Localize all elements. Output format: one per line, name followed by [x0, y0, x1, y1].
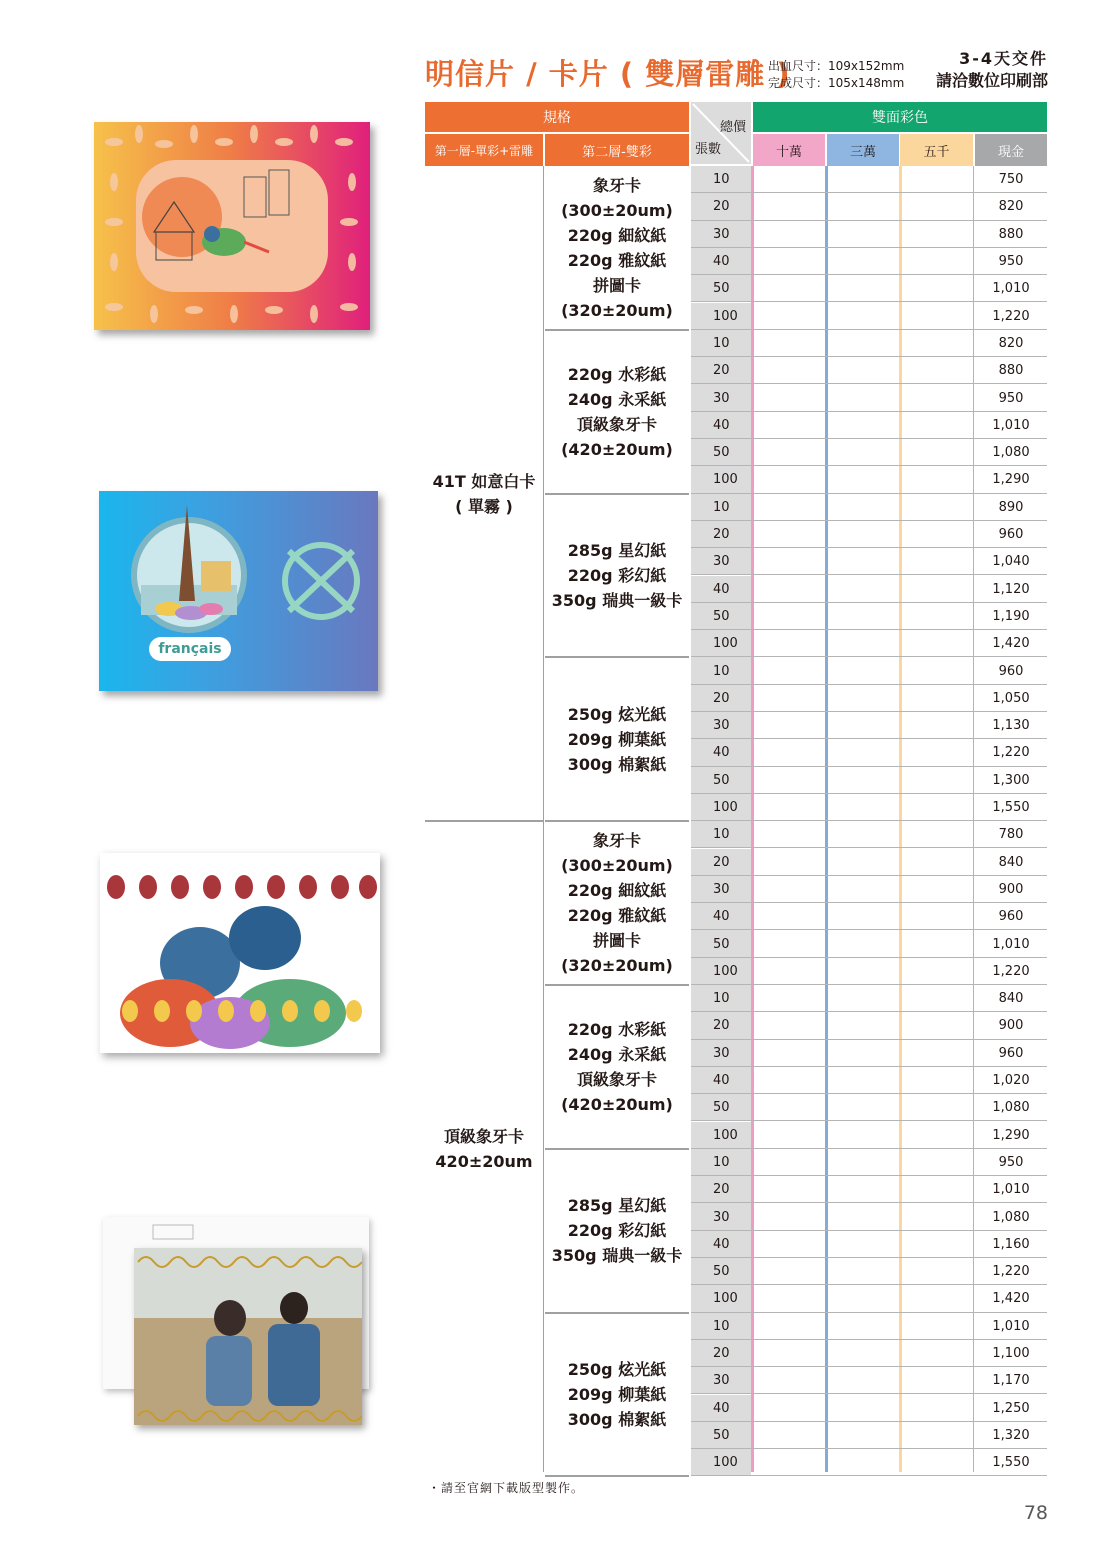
- table-row: [691, 303, 1047, 330]
- cash-price-cell: 780: [998, 827, 1024, 843]
- qty-cell: 30: [691, 221, 751, 248]
- cash-price-cell: 1,300: [992, 772, 1030, 788]
- qty-cell: 40: [691, 739, 751, 766]
- subgroup-divider: [545, 1475, 689, 1477]
- paper-type-cell: 象牙卡 (300±20um) 220g 細紋紙 220g 雅紋紙 拼圖卡 (320±20um): [561, 831, 673, 976]
- table-row: [691, 794, 1047, 821]
- cash-price-cell: 880: [998, 363, 1024, 379]
- table-row: [691, 958, 1047, 985]
- table-row: [691, 166, 1047, 193]
- price-qty-header: [691, 102, 751, 164]
- layer1-material-cell: 41T 如意白卡 ( 單霧 ): [432, 471, 536, 516]
- cash-price-cell: 840: [998, 854, 1024, 870]
- cash-price-cell: 1,080: [992, 445, 1030, 461]
- cash-price-cell: 960: [998, 909, 1024, 925]
- table-row: [691, 1176, 1047, 1203]
- floral-laser-pattern: [94, 122, 370, 330]
- row-divider: [691, 1475, 1047, 1476]
- cash-price-cell: 1,100: [992, 1346, 1030, 1362]
- cash-price-cell: 1,290: [992, 1127, 1030, 1143]
- qty-cell: 10: [691, 985, 751, 1012]
- table-row: [691, 876, 1047, 903]
- layer-divider: [543, 166, 544, 1472]
- cash-price-cell: 1,120: [992, 581, 1030, 597]
- cash-price-cell: 960: [998, 1045, 1024, 1061]
- french-label: français: [149, 637, 231, 661]
- table-row: [691, 985, 1047, 1012]
- cash-price-cell: 1,010: [992, 417, 1030, 433]
- cash-price-cell: 1,040: [992, 554, 1030, 570]
- cash-price-cell: 1,420: [992, 1291, 1030, 1307]
- cash-price-cell: 880: [998, 226, 1024, 242]
- table-row: [691, 1395, 1047, 1422]
- qty-cell: 100: [691, 794, 751, 821]
- cash-price-cell: 750: [998, 172, 1024, 188]
- cash-price-cell: 1,010: [992, 281, 1030, 297]
- paper-type-cell: 285g 星幻紙 220g 彩幻紙 350g 瑞典一級卡: [551, 540, 683, 610]
- qty-cell: 50: [691, 1258, 751, 1285]
- qty-cell: 30: [691, 712, 751, 739]
- col-100k-header: 十萬: [753, 134, 825, 166]
- qty-cell: 100: [691, 303, 751, 330]
- qty-cell: 20: [691, 1176, 751, 1203]
- qty-cell: 40: [691, 576, 751, 603]
- table-row: [691, 1067, 1047, 1094]
- cash-price-cell: 1,220: [992, 308, 1030, 324]
- table-row: [691, 821, 1047, 848]
- qty-cell: 40: [691, 903, 751, 930]
- cash-price-cell: 890: [998, 499, 1024, 515]
- price-table: [425, 102, 1047, 1472]
- table-row: [691, 657, 1047, 684]
- paper-type-cell: 250g 炫光紙 209g 柳葉紙 300g 棉絮紙: [567, 704, 667, 774]
- sample-card-french: [99, 491, 378, 691]
- table-row: [691, 193, 1047, 220]
- table-row: [691, 685, 1047, 712]
- delivery-info: [936, 48, 1048, 92]
- table-row: [691, 576, 1047, 603]
- qty-cell: 30: [691, 1367, 751, 1394]
- qty-cell: 50: [691, 603, 751, 630]
- color-header: 雙面彩色: [753, 102, 1047, 132]
- cash-price-cell: 960: [998, 663, 1024, 679]
- table-row: [691, 1313, 1047, 1340]
- cash-price-cell: 950: [998, 390, 1024, 406]
- cash-price-cell: 1,550: [992, 800, 1030, 816]
- paper-type-cell: 象牙卡 (300±20um) 220g 細紋紙 220g 雅紋紙 拼圖卡 (320±20um): [561, 175, 673, 320]
- table-row: [691, 1040, 1047, 1067]
- cash-price-cell: 1,160: [992, 1236, 1030, 1252]
- table-row: [691, 1149, 1047, 1176]
- cash-price-cell: 960: [998, 527, 1024, 543]
- paper-type-cell: 220g 水彩紙 240g 永采紙 頂級象牙卡 (420±20um): [561, 364, 673, 459]
- qty-cell: 50: [691, 767, 751, 794]
- table-row: [691, 548, 1047, 575]
- paper-type-cell: 220g 水彩紙 240g 永采紙 頂級象牙卡 (420±20um): [561, 1019, 673, 1114]
- cash-price-cell: 820: [998, 199, 1024, 215]
- table-row: [691, 412, 1047, 439]
- cash-price-cell: 1,130: [992, 718, 1030, 734]
- layer2-header: 第二層-雙彩: [545, 134, 689, 166]
- qty-cell: 100: [691, 1285, 751, 1312]
- table-row: [691, 1122, 1047, 1149]
- qty-cell: 10: [691, 657, 751, 684]
- qty-cell: 20: [691, 1012, 751, 1039]
- qty-cell: 40: [691, 1395, 751, 1422]
- contact-dept: 請洽數位印刷部: [935, 71, 1048, 90]
- table-row: [691, 1367, 1047, 1394]
- cash-price-cell: 1,010: [992, 936, 1030, 952]
- cash-price-cell: 1,320: [992, 1427, 1030, 1443]
- table-row: [691, 1422, 1047, 1449]
- table-row: [691, 1340, 1047, 1367]
- sample-card-bears: [100, 853, 380, 1053]
- table-row: [691, 248, 1047, 275]
- page-title: 明信片 / 卡片 ( 雙層雷雕 ): [425, 57, 791, 91]
- cash-price-cell: 900: [998, 881, 1024, 897]
- qty-cell: 40: [691, 1231, 751, 1258]
- qty-cell: 40: [691, 412, 751, 439]
- table-row: [691, 930, 1047, 957]
- paper-type-cell: 285g 星幻紙 220g 彩幻紙 350g 瑞典一級卡: [551, 1196, 683, 1266]
- cash-price-cell: 1,080: [992, 1100, 1030, 1116]
- table-row: [691, 849, 1047, 876]
- qty-cell: 10: [691, 494, 751, 521]
- qty-cell: 30: [691, 548, 751, 575]
- qty-cell: 50: [691, 275, 751, 302]
- total-price-label: 總價: [719, 120, 746, 135]
- paper-type-cell: 250g 炫光紙 209g 柳葉紙 300g 棉絮紙: [567, 1359, 667, 1429]
- table-row: [691, 357, 1047, 384]
- finish-size: 完成尺寸：105x148mm: [768, 76, 905, 90]
- qty-cell: 10: [691, 166, 751, 193]
- sample-card-floral-laser: [94, 122, 370, 330]
- table-row: [691, 712, 1047, 739]
- spec-header: 規格: [425, 102, 689, 132]
- cash-price-cell: 950: [998, 1154, 1024, 1170]
- cash-price-cell: 1,220: [992, 963, 1030, 979]
- cash-price-cell: 1,190: [992, 608, 1030, 624]
- table-row: [691, 439, 1047, 466]
- table-row: [691, 903, 1047, 930]
- bears-illustration: [100, 853, 380, 1053]
- table-row: [691, 1231, 1047, 1258]
- cash-price-cell: 1,010: [992, 1318, 1030, 1334]
- qty-cell: 10: [691, 821, 751, 848]
- size-info: [768, 58, 904, 92]
- qty-cell: 40: [691, 1067, 751, 1094]
- sample-card-photo: [134, 1248, 362, 1425]
- cash-price-cell: 1,250: [992, 1400, 1030, 1416]
- qty-cell: 20: [691, 849, 751, 876]
- qty-cell: 100: [691, 466, 751, 493]
- table-row: [691, 603, 1047, 630]
- qty-cell: 30: [691, 384, 751, 411]
- download-note: ・請至官網下載版型製作。: [428, 1481, 585, 1495]
- cash-price-cell: 1,020: [992, 1073, 1030, 1089]
- table-row: [691, 739, 1047, 766]
- table-row: [691, 1203, 1047, 1230]
- cash-price-cell: 1,550: [992, 1455, 1030, 1471]
- cash-price-cell: 840: [998, 991, 1024, 1007]
- table-row: [691, 275, 1047, 302]
- qty-cell: 100: [691, 958, 751, 985]
- table-row: [691, 521, 1047, 548]
- table-row: [691, 384, 1047, 411]
- cash-price-cell: 1,010: [992, 1182, 1030, 1198]
- table-row: [691, 1012, 1047, 1039]
- layer1-material-cell: 頂級象牙卡 420±20um: [435, 1126, 533, 1171]
- cash-price-cell: 1,170: [992, 1373, 1030, 1389]
- table-row: [691, 221, 1047, 248]
- qty-cell: 50: [691, 1422, 751, 1449]
- cash-header: 現金: [975, 134, 1047, 166]
- delivery-time: 3-4天交件: [959, 49, 1048, 68]
- qty-cell: 30: [691, 1203, 751, 1230]
- table-row: [691, 494, 1047, 521]
- quantity-label: 張數: [695, 142, 722, 157]
- cash-price-cell: 1,420: [992, 636, 1030, 652]
- qty-cell: 30: [691, 1040, 751, 1067]
- cash-price-cell: 900: [998, 1018, 1024, 1034]
- table-row: [691, 630, 1047, 657]
- cash-price-cell: 820: [998, 335, 1024, 351]
- col-30k-header: 三萬: [827, 134, 899, 166]
- couple-photo: [134, 1248, 362, 1425]
- cash-price-cell: 1,080: [992, 1209, 1030, 1225]
- french-illustration: [99, 491, 378, 691]
- qty-cell: 10: [691, 330, 751, 357]
- table-row: [691, 1258, 1047, 1285]
- table-row: [691, 466, 1047, 493]
- qty-cell: 10: [691, 1313, 751, 1340]
- qty-cell: 100: [691, 1449, 751, 1476]
- cash-price-cell: 1,290: [992, 472, 1030, 488]
- qty-cell: 20: [691, 1340, 751, 1367]
- qty-cell: 100: [691, 630, 751, 657]
- page-number: 78: [1023, 1502, 1048, 1524]
- cash-price-cell: 1,220: [992, 1264, 1030, 1280]
- qty-cell: 30: [691, 876, 751, 903]
- qty-cell: 20: [691, 521, 751, 548]
- cash-price-cell: 950: [998, 254, 1024, 270]
- qty-cell: 20: [691, 685, 751, 712]
- qty-cell: 50: [691, 1094, 751, 1121]
- qty-cell: 50: [691, 930, 751, 957]
- table-row: [691, 330, 1047, 357]
- qty-cell: 50: [691, 439, 751, 466]
- table-row: [691, 1449, 1047, 1476]
- table-row: [691, 1285, 1047, 1312]
- table-row: [691, 1094, 1047, 1121]
- qty-cell: 20: [691, 193, 751, 220]
- col-5k-header: 五千: [900, 134, 973, 166]
- table-row: [691, 767, 1047, 794]
- cash-price-cell: 1,220: [992, 745, 1030, 761]
- qty-cell: 10: [691, 1149, 751, 1176]
- bleed-size: 出血尺寸：109x152mm: [768, 59, 905, 73]
- cash-price-cell: 1,050: [992, 690, 1030, 706]
- layer1-header: 第一層-單彩+雷雕: [425, 134, 543, 166]
- qty-cell: 40: [691, 248, 751, 275]
- qty-cell: 100: [691, 1122, 751, 1149]
- qty-cell: 20: [691, 357, 751, 384]
